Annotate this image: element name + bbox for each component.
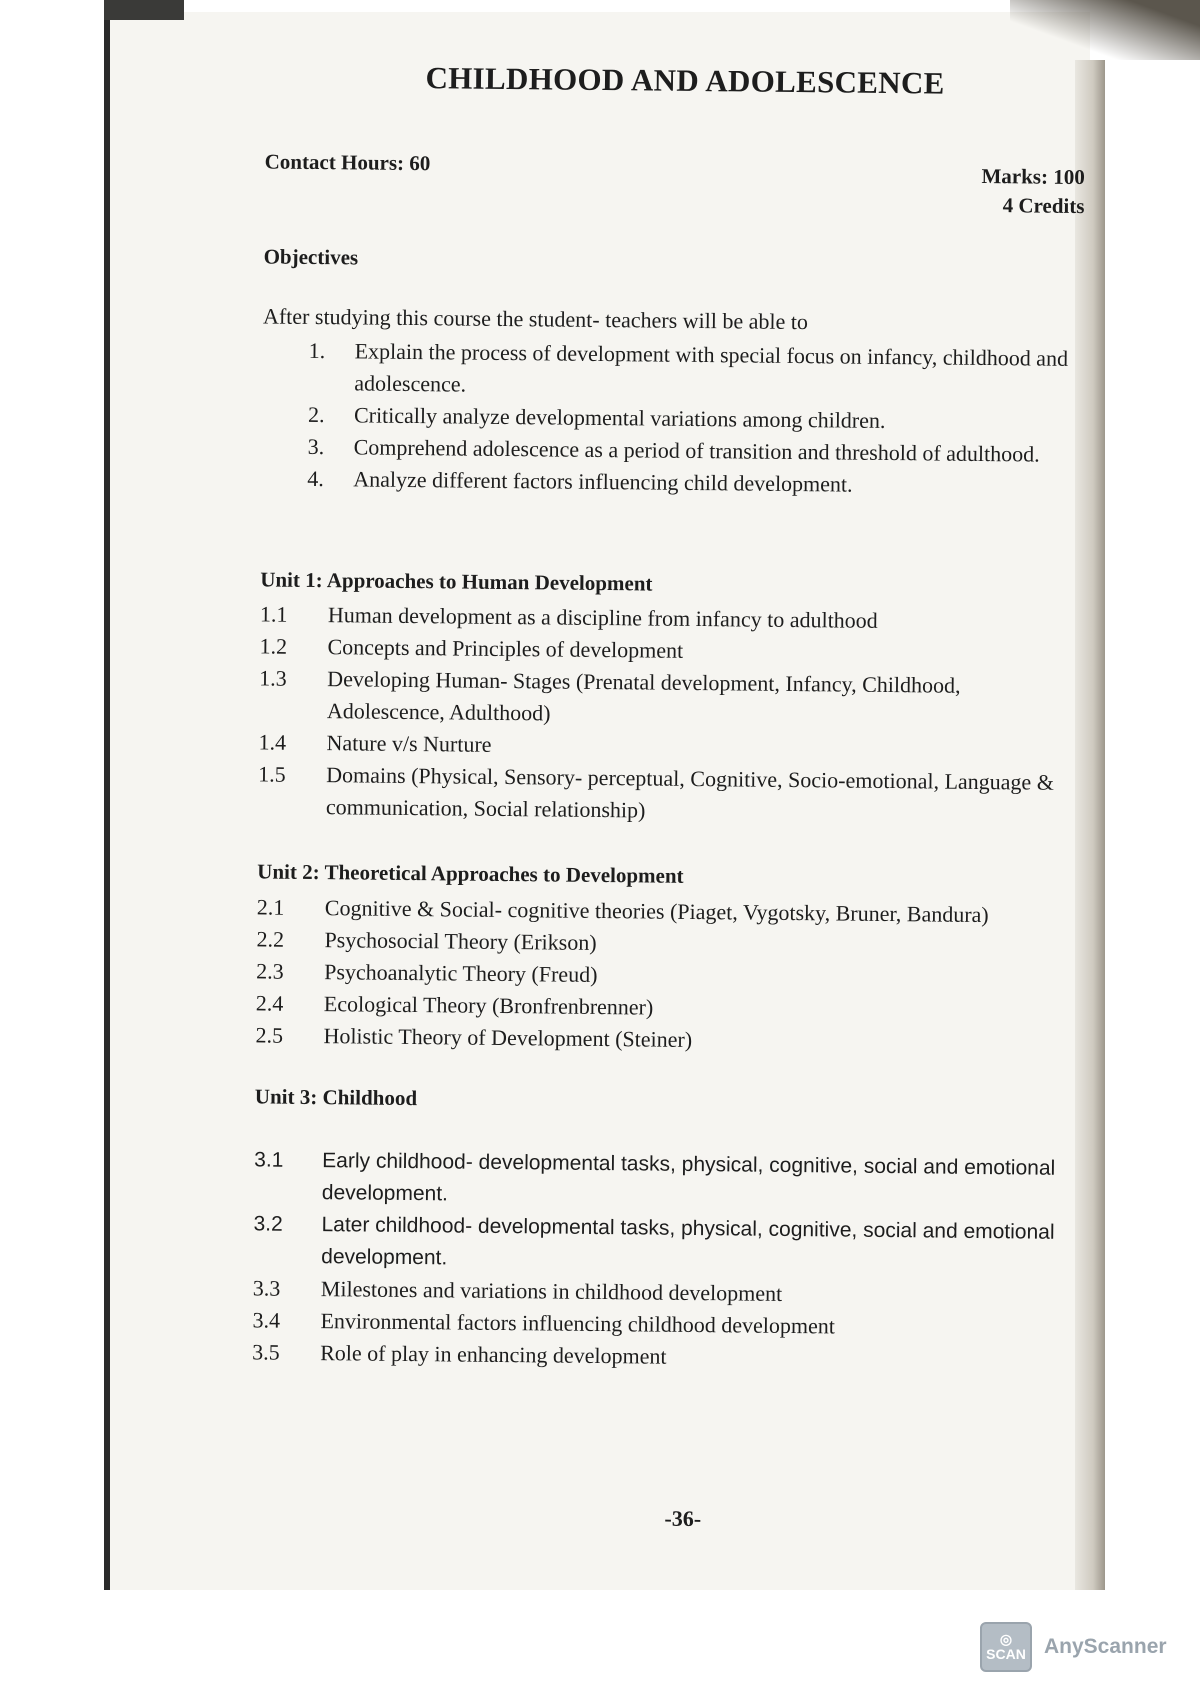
unit-1-list bbox=[258, 598, 1070, 830]
unit-1-heading: Unit 1: Approaches to Human Development bbox=[260, 567, 653, 596]
scanner-logo-text: SCAN bbox=[986, 1646, 1026, 1662]
list-item: 3.4 Environmental factors influencing childhood development bbox=[252, 1307, 836, 1339]
list-item: 1.2 Concepts and Principles of development bbox=[259, 633, 684, 663]
list-item: 1.4 Nature v/s Nurture bbox=[258, 729, 492, 757]
unit-3-heading: Unit 3: Childhood bbox=[254, 1084, 418, 1111]
unit-3-list bbox=[252, 1144, 1064, 1376]
objectives-list bbox=[261, 334, 1073, 502]
list-item: 3.3 Milestones and variations in childhood development bbox=[252, 1275, 783, 1306]
scanner-watermark bbox=[980, 1622, 1167, 1672]
scanner-brand: AnyScanner bbox=[1044, 1635, 1167, 1658]
unit-2-heading: Unit 2: Theoretical Approaches to Development bbox=[257, 859, 684, 888]
list-item: 2.1 Cognitive & Social- cognitive theories (Piaget, Vygotsky, Bruner, Bandura) bbox=[256, 894, 989, 928]
credits: 4 Credits bbox=[1002, 193, 1085, 219]
list-item: 1.1 Human development as a discipline from infancy to adulthood bbox=[259, 601, 878, 633]
list-item: 2.4 Ecological Theory (Bronfrenbrenner) bbox=[255, 990, 654, 1020]
list-item: 3.1 Early childhood- developmental tasks, physical, cognitive, social and emotional development. bbox=[254, 1148, 1056, 1206]
list-item: 3.2 Later childhood- developmental tasks, physical, cognitive, social and emotional development. bbox=[253, 1212, 1055, 1270]
marks: Marks: 100 bbox=[981, 163, 1085, 190]
list-item: 2.5 Holistic Theory of Development (Steiner) bbox=[255, 1022, 693, 1052]
list-item: 4. Analyze different factors influencing child development. bbox=[307, 465, 853, 497]
list-item: 1.3 Developing Human- Stages (Prenatal development, Infancy, Childhood, Adolescence, Adulthood) bbox=[259, 665, 961, 726]
list-item: 2. Critically analyze developmental variations among children. bbox=[307, 401, 886, 433]
contact-hours: Contact Hours: 60 bbox=[264, 149, 431, 176]
page-title: CHILDHOOD AND ADOLESCENCE bbox=[425, 60, 945, 101]
list-item: 1. Explain the process of development with special focus on infancy, childhood and adolescence. bbox=[308, 337, 1069, 397]
objectives-heading: Objectives bbox=[263, 244, 359, 270]
objectives-intro: After studying this course the student- teachers will be able to bbox=[262, 303, 809, 335]
list-item: 3. Comprehend adolescence as a period of transition and threshold of adulthood. bbox=[307, 433, 1040, 467]
unit-2-list bbox=[255, 891, 1067, 1059]
list-item: 3.5 Role of play in enhancing development bbox=[252, 1339, 667, 1369]
page-number: -36- bbox=[664, 1505, 702, 1532]
list-item: 2.3 Psychoanalytic Theory (Freud) bbox=[256, 958, 598, 987]
scanner-logo-dot: ◎ bbox=[999, 1630, 1013, 1647]
scanner-logo-icon bbox=[980, 1622, 1032, 1672]
list-item: 2.2 Psychosocial Theory (Erikson) bbox=[256, 926, 597, 955]
marks-credits bbox=[981, 162, 1085, 222]
list-item: 1.5 Domains (Physical, Sensory- perceptual, Cognitive, Socio-emotional, Language & communication, Social relationship) bbox=[258, 761, 1055, 823]
